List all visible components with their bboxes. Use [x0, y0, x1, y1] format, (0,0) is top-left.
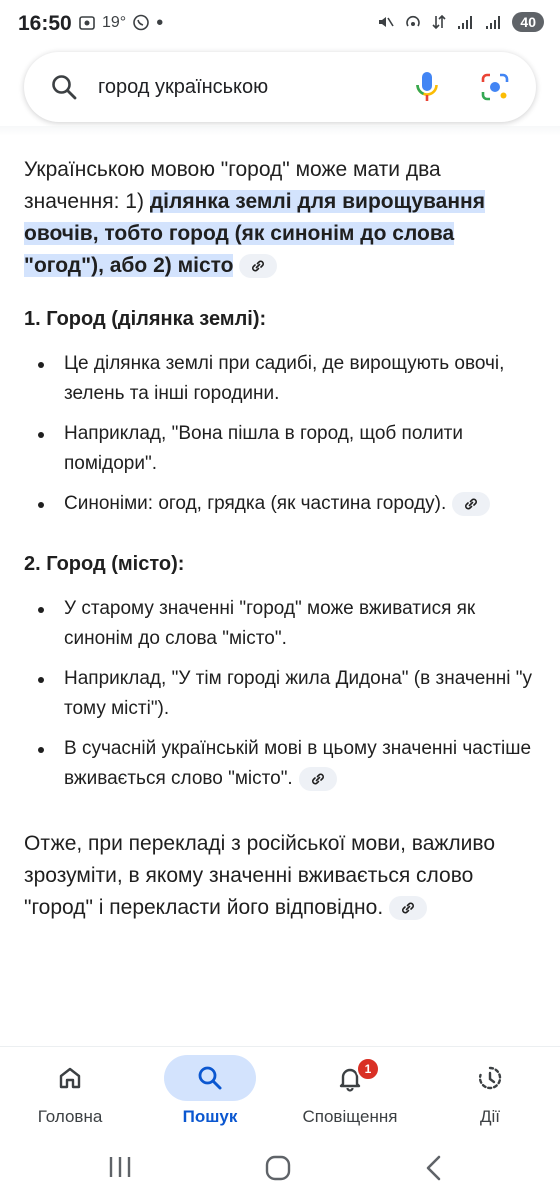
section-2-list	[24, 594, 534, 794]
list-item: Наприклад, "Вона пішла в город, щоб полити помідори".	[24, 419, 534, 479]
mic-icon[interactable]	[414, 70, 440, 104]
link-icon	[249, 257, 267, 275]
source-link-chip[interactable]	[452, 492, 490, 516]
clock: 16:50	[18, 12, 72, 35]
list-item: У старому значенні "город" може вживатися як синонім до слова "місто".	[24, 594, 534, 654]
ai-answer	[24, 154, 534, 924]
source-link-chip[interactable]	[239, 254, 277, 278]
signal-icon	[456, 13, 474, 31]
search-icon[interactable]	[50, 73, 78, 101]
nav-notifications[interactable]	[280, 1047, 420, 1127]
bottom-nav	[0, 1046, 560, 1137]
status-bar	[0, 0, 560, 52]
notification-badge: 1	[356, 1057, 380, 1081]
list-item: В сучасній українській мові в цьому значенні частіше вживається слово "місто".	[24, 734, 534, 794]
section-2-heading: 2. Город (місто):	[24, 553, 185, 575]
lens-icon[interactable]	[480, 72, 510, 102]
hotspot-icon	[404, 13, 422, 31]
nav-label: Сповіщення	[302, 1107, 398, 1126]
dot-icon: •	[156, 12, 164, 34]
data-icon	[432, 13, 446, 31]
intro-text: Українською мовою "город" може мати два значення: 1)	[24, 158, 441, 213]
link-icon	[309, 770, 327, 788]
home-icon	[56, 1064, 84, 1092]
nav-home[interactable]	[0, 1047, 140, 1127]
nav-search[interactable]	[140, 1047, 280, 1127]
mute-icon	[376, 13, 394, 31]
status-left-icons	[78, 14, 163, 32]
recent-apps-icon[interactable]	[106, 1154, 134, 1180]
activity-icon	[476, 1064, 504, 1092]
system-nav-bar	[0, 1140, 560, 1200]
scroll-fade	[0, 126, 560, 136]
viber-icon	[132, 14, 150, 32]
status-right-icons	[376, 12, 544, 32]
signal-2-icon	[484, 13, 502, 31]
link-icon	[399, 899, 417, 917]
nav-activity[interactable]	[420, 1047, 560, 1127]
section-1-list	[24, 349, 534, 519]
intro-highlight: ділянка землі для вирощування овочів, тобто город (як синонім до слова "огод"), або 2) місто	[24, 190, 485, 277]
conclusion-paragraph: Отже, при перекладі з російської мови, важливо зрозуміти, в якому значенні вживається слово "город" і перекласти його відповідно.	[24, 832, 496, 919]
link-icon	[462, 495, 480, 513]
temperature: 19°	[102, 14, 127, 31]
battery-indicator: 40	[512, 12, 544, 32]
source-link-chip[interactable]	[389, 896, 427, 920]
back-icon[interactable]	[424, 1154, 444, 1182]
list-item: Синоніми: огод, грядка (як частина городу).	[24, 489, 534, 519]
section-1-heading: 1. Город (ділянка землі):	[24, 308, 267, 330]
source-link-chip[interactable]	[299, 767, 337, 791]
intro-paragraph	[24, 154, 534, 282]
screenshot-icon	[78, 14, 96, 32]
search-query[interactable]: город українською	[98, 76, 269, 98]
nav-label: Головна	[37, 1107, 103, 1126]
search-icon	[196, 1064, 224, 1092]
nav-label: Дії	[479, 1107, 500, 1126]
nav-label: Пошук	[182, 1107, 238, 1126]
list-item: Це ділянка землі при садибі, де вирощують овочі, зелень та інші городини.	[24, 349, 534, 409]
search-bar[interactable]	[24, 52, 536, 122]
list-item: Наприклад, "У тім городі жила Дидона" (в значенні "у тому місті").	[24, 664, 534, 724]
home-button-icon[interactable]	[264, 1154, 292, 1182]
